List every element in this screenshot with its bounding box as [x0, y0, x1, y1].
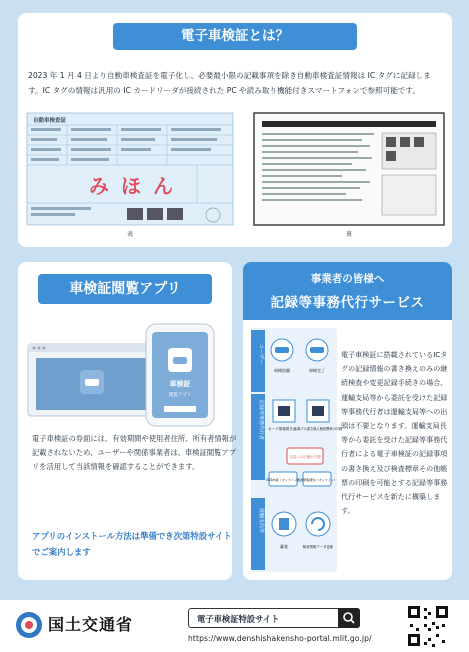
intro-title: 電子車検証とは？ [113, 23, 357, 50]
lane-bureau-label: 運輸支局等 [258, 508, 264, 534]
search-box[interactable] [188, 608, 360, 628]
data-label: 更新情報通知（オンライン） [296, 478, 338, 482]
box-update: 検査情報データ更新 [302, 545, 334, 549]
phone-screen-title: 車検証 [169, 380, 191, 388]
portal-url[interactable]: https://www.denshishakensho-portal.mlit.go.jp/ [188, 634, 372, 643]
box-request: 車検依頼 [274, 368, 290, 373]
certificate-front-image [27, 113, 233, 225]
certificate-back-image [254, 113, 444, 225]
service-title-line1: 事業者の皆様へ [310, 273, 385, 285]
box-done: 車検完了 [309, 368, 325, 373]
app-description: 電子車検証の券面には、有効期間や使用者住所、所有者情報が記載されないため、ユーザーや関係事業者は、車検証閲覧アプリを活用して当該情報を確認することができます。 [32, 434, 237, 472]
app-install-note: アプリのインストール方法は準備でき次第特設サイトでご案内します [32, 531, 232, 557]
search-icon [338, 608, 360, 628]
certificate-front-header: 自動車検査証 [33, 118, 67, 124]
search-button[interactable] [338, 608, 360, 628]
box-review: 審査 [280, 544, 288, 549]
app-card [18, 262, 237, 580]
box-print: ICタグの書き換え検査標章の印刷 [294, 427, 342, 431]
service-description: 電子車検証に搭載されているICタグの記録情報の書き換えのみの継続検査や変更記録手続きの場合、運輸支局等から委託を受けた記録等事務代行者は運輸支局等への出頭は不要となります。運輸支局長等から委託を受けた記録等事務代行者による電子車検証の記録事項の書き換え及び検査標章その他帳票の印刷を可能とする記録等事務代行サービスを新たに構築します。 [341, 350, 448, 516]
qr-code-icon[interactable] [406, 604, 450, 648]
service-flow-diagram [251, 328, 342, 572]
box-write: カード情報書き込み [267, 427, 301, 431]
intro-card [18, 13, 452, 247]
intro-paragraph: 2023 年 1 月 4 日より自動車検査証を電子化し、必要最小限の記載事項を除き自動車検査証情報は IC タグに記録します。IC タグの情報は汎用の IC カードリーダが接続された PC や読み取り機能付きスマートフォンで参照可能です。 [28, 71, 431, 95]
service-title [243, 262, 452, 320]
lane-agent-label: 記録等事務代行者 [258, 400, 264, 441]
mlit-logo-icon [14, 610, 44, 640]
phone-screen-sub: 閲覧アプリ [168, 393, 192, 398]
service-title-line2: 記録等事務代行サービス [270, 295, 425, 311]
back-label: 裏 [345, 231, 352, 238]
app-title: 車検証閲覧アプリ [38, 274, 212, 304]
front-label: 表 [126, 231, 133, 238]
footer [0, 600, 469, 652]
app-screens-illustration [28, 324, 224, 426]
service-card [243, 262, 452, 580]
org-name: 国土交通省 [48, 615, 134, 634]
lane-user-label: ユーザー [258, 344, 264, 365]
search-query-text: 電子車検証特設サイト [197, 614, 280, 624]
oss-label: OSS申請（オンライン） [265, 478, 301, 482]
center-label: 支局への出頭が不要 [289, 455, 321, 459]
certificate-sample-stamp: みほん [89, 174, 185, 198]
